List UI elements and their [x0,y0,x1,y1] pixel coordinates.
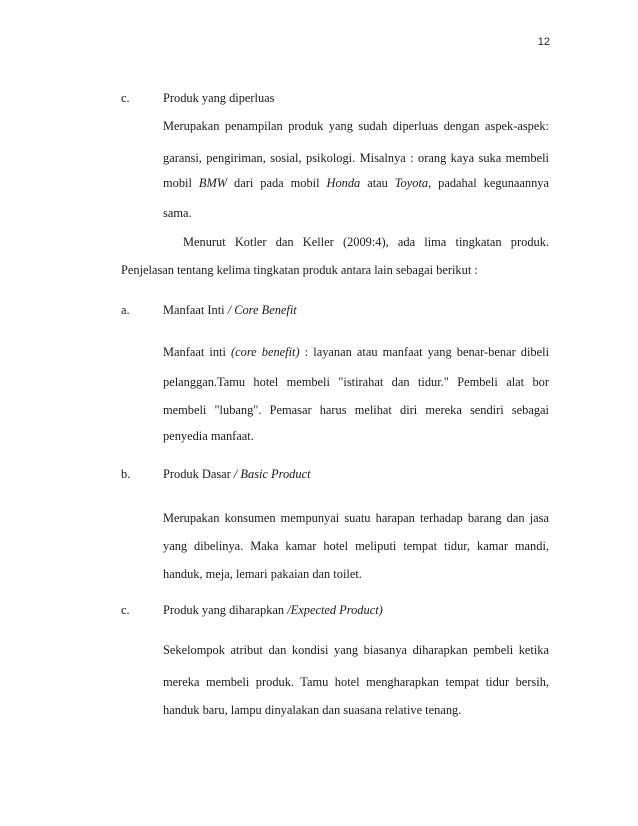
paragraph-line: penyedia manfaat. [163,429,254,443]
heading-text: Produk yang diharapkan [163,603,288,617]
intro-line: Menurut Kotler dan Keller (2009:4), ada lima tingkatan produk. [183,235,549,249]
paragraph-line: yang dibelinya. Maka kamar hotel meliputi tempat tidur, kamar mandi, [163,539,549,553]
text-run: Manfaat inti [163,345,231,359]
paragraph-line: handuk baru, lampu dinyalakan dan suasana relative tenang. [163,703,462,717]
heading-text: Produk Dasar [163,467,234,481]
heading-italic: / Basic Product [233,467,311,481]
heading-text: Manfaat Inti [163,303,228,317]
intro-line: Penjelasan tentang kelima tingkatan produk antara lain sebagai berikut : [121,263,478,277]
list-marker-a: a. [121,303,130,317]
paragraph-line: Merupakan penampilan produk yang sudah diperluas dengan aspek-aspek: [163,119,549,133]
paragraph-line: handuk, meja, lemari pakaian dan toilet. [163,567,362,581]
text-run: atau [360,176,395,190]
paragraph-line: garansi, pengiriman, sosial, psikologi. Misalnya : orang kaya suka membeli [163,151,549,165]
paragraph-line [163,344,549,360]
brand-honda: Honda [326,176,361,190]
heading-expected-product [163,602,383,618]
paragraph-line [163,175,549,191]
heading-basic-product [163,466,311,482]
paragraph-line: membeli "lubang". Pemasar harus melihat diri mereka sendiri sebagai [163,403,549,417]
brand-toyota: Toyota [394,176,429,190]
page-number: 12 [537,36,550,48]
heading-produk-diperluas: Produk yang diperluas [163,91,275,105]
paragraph-line: Merupakan konsumen mempunyai suatu harapan terhadap barang dan jasa [163,511,549,525]
paragraph-line: pelanggan.Tamu hotel membeli "istirahat dan tidur." Pembeli alat bor [163,375,549,389]
term-core-benefit: (core benefit) [231,345,300,359]
heading-core-benefit [163,302,297,318]
heading-italic: /Expected Product) [287,603,383,617]
text-run: , padahal kegunaannya [428,176,549,190]
text-run: mobil [163,176,199,190]
paragraph-line: Sekelompok atribut dan kondisi yang biasanya diharapkan pembeli ketika [163,643,549,657]
list-marker-b: b. [121,467,131,481]
brand-bmw: BMW [198,176,228,190]
list-marker-c2: c. [121,603,130,617]
text-run: : layanan atau manfaat yang benar-benar dibeli [299,345,550,359]
heading-italic: / Core Benefit [227,303,297,317]
paragraph-line: sama. [163,206,192,220]
text-run: dari pada mobil [227,176,327,190]
list-marker-c1: c. [121,91,130,105]
paragraph-line: mereka membeli produk. Tamu hotel mengharapkan tempat tidur bersih, [163,675,549,689]
